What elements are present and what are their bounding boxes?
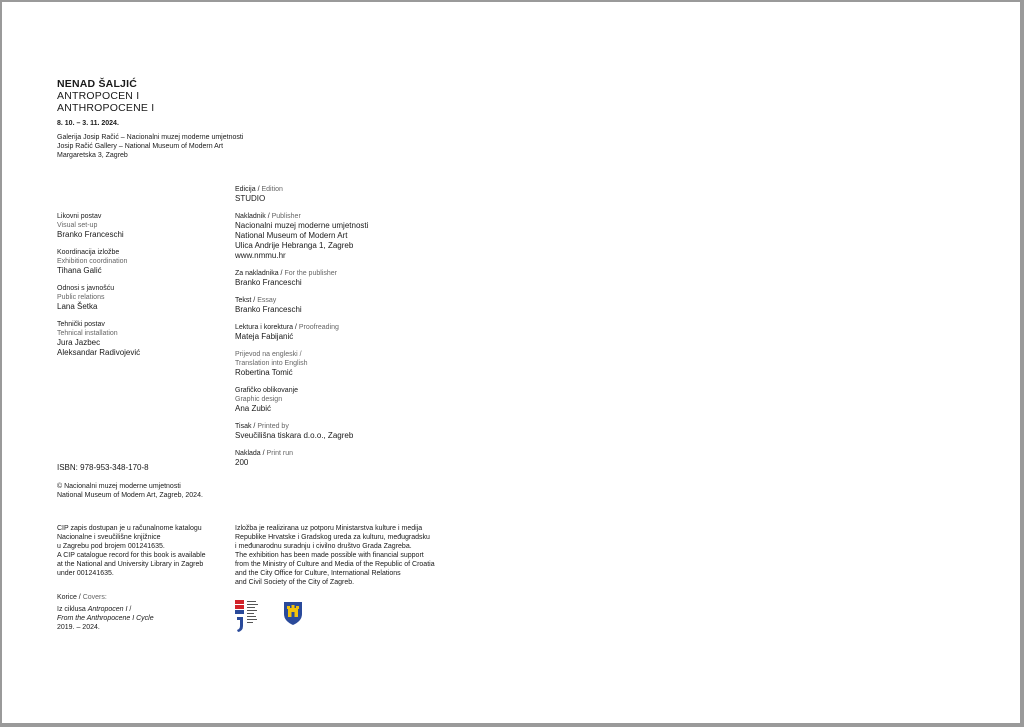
credit-value: Mateja Fabijanić bbox=[235, 332, 294, 341]
label-hr: Edicija bbox=[235, 186, 256, 193]
credit-value: 200 bbox=[235, 458, 249, 467]
covers-credit: Korice / Covers: Iz ciklusa Antropocen I / From the Anthropocene I Cycle 2019. – 2024. bbox=[57, 594, 154, 631]
credit-value: National Museum of Modern Art bbox=[235, 231, 348, 240]
credit-proofreading: Lektura i korektura / Proofreading Mateja Fabijanić bbox=[235, 323, 368, 342]
covers-title-en: From the Anthropocene I Cycle bbox=[57, 615, 154, 622]
copyright-line: National Museum of Modern Art, Zagreb, 2024. bbox=[57, 492, 203, 499]
zagreb-coat-of-arms bbox=[283, 601, 303, 632]
credit-value: Nacionalni muzej moderne umjetnosti bbox=[235, 221, 369, 230]
cip-record bbox=[57, 524, 206, 578]
support-line: and Civil Society of the City of Zagreb. bbox=[235, 579, 355, 586]
document-page bbox=[2, 2, 1020, 723]
label-hr: Grafičko oblikovanje bbox=[235, 387, 299, 394]
credit-value: Ulica Andrije Hebranga 1, Zagreb bbox=[235, 241, 354, 250]
label-hr: Za nakladnika bbox=[235, 270, 279, 277]
label-en: Covers: bbox=[82, 594, 107, 601]
isbn: ISBN: 978-953-348-170-8 bbox=[57, 463, 149, 472]
support-line: Izložba je realizirana uz potporu Ministarstva kulture i medija bbox=[235, 525, 423, 532]
support-line: from the Ministry of Culture and Media of the Republic of Croatia bbox=[235, 561, 435, 568]
credit-label-hr: Koordinacija izložbe bbox=[57, 249, 120, 256]
credit-print-run: Naklada / Print run 200 bbox=[235, 449, 368, 468]
copyright-line: © Nacionalni muzej moderne umjetnosti bbox=[57, 483, 181, 490]
credit-public-relations bbox=[57, 284, 140, 312]
croatian-ministry-logo bbox=[235, 600, 265, 639]
label-hr: Prijevod na engleski / bbox=[235, 351, 302, 358]
credit-graphic-design bbox=[235, 386, 368, 414]
cip-line: under 001241635. bbox=[57, 570, 114, 577]
support-line: i međunarodnu suradnju i civilno društvo Grada Zagreba. bbox=[235, 543, 412, 550]
venue-en: Josip Račić Gallery – National Museum of Modern Art bbox=[57, 143, 224, 150]
right-credits bbox=[235, 185, 368, 468]
credit-value: STUDIO bbox=[235, 194, 266, 203]
label-hr: Tisak bbox=[235, 423, 252, 430]
credit-name: Branko Franceschi bbox=[57, 230, 124, 239]
credit-label-en: Exhibition coordination bbox=[57, 258, 128, 265]
label-en: For the publisher bbox=[284, 270, 337, 277]
cip-line: Nacionalne i sveučilišne knjižnice bbox=[57, 534, 161, 541]
label-en: Publisher bbox=[271, 213, 301, 220]
credit-printed-by: Tisak / Printed by Sveučilišna tiskara d.o.o., Zagreb bbox=[235, 422, 368, 441]
covers-prefix: Iz ciklusa bbox=[57, 606, 86, 613]
artist-name: NENAD ŠALJIĆ bbox=[57, 78, 137, 90]
venue-hr: Galerija Josip Račić – Nacionalni muzej moderne umjetnosti bbox=[57, 134, 244, 141]
support-line: and the City Office for Culture, International Relations bbox=[235, 570, 401, 577]
exhibition-dates: 8. 10. – 3. 11. 2024. bbox=[57, 120, 119, 127]
credit-value: Branko Franceschi bbox=[235, 278, 302, 287]
cip-line: u Zagrebu pod brojem 001241635. bbox=[57, 543, 165, 550]
credit-label-hr: Odnosi s javnošću bbox=[57, 285, 115, 292]
left-credits bbox=[57, 212, 140, 358]
covers-slash: / bbox=[127, 606, 132, 613]
credit-technical-installation bbox=[57, 320, 140, 358]
credit-value: Sveučilišna tiskara d.o.o., Zagreb bbox=[235, 431, 354, 440]
cip-line: at the National and University Library in Zagreb bbox=[57, 561, 204, 568]
label-hr: Korice bbox=[57, 594, 77, 601]
credit-name: Aleksandar Radivojević bbox=[57, 348, 141, 357]
credit-visual-setup bbox=[57, 212, 140, 240]
label-hr: Nakladnik bbox=[235, 213, 266, 220]
credit-name: Jura Jazbec bbox=[57, 338, 101, 347]
covers-title-hr: Antropocen I bbox=[87, 606, 128, 613]
support-line: Republike Hrvatske i Gradskog ureda za kulturu, međugradsku bbox=[235, 534, 430, 541]
label-en: Edition bbox=[261, 186, 283, 193]
credit-for-publisher: Za nakladnika / For the publisher Branko Franceschi bbox=[235, 269, 368, 288]
credit-essay: Tekst / Essay Branko Franceschi bbox=[235, 296, 368, 315]
label-hr: Lektura i korektura bbox=[235, 324, 293, 331]
venue-address: Margaretska 3, Zagreb bbox=[57, 152, 128, 159]
cip-line: A CIP catalogue record for this book is available bbox=[57, 552, 206, 559]
website-link[interactable]: www.nmmu.hr bbox=[235, 251, 286, 260]
credit-label-hr: Likovni postav bbox=[57, 213, 102, 220]
credit-name: Lana Šetka bbox=[57, 302, 98, 311]
support-statement bbox=[235, 524, 435, 587]
exhibition-header bbox=[57, 78, 243, 160]
copyright bbox=[57, 482, 203, 500]
credit-label-hr: Tehnički postav bbox=[57, 321, 105, 328]
credit-name: Tihana Galić bbox=[57, 266, 102, 275]
label-en: Printed by bbox=[257, 423, 289, 430]
credit-label-en: Visual set-up bbox=[57, 222, 98, 229]
label-en: Graphic design bbox=[235, 396, 283, 403]
credit-label-en: Tehnical installation bbox=[57, 330, 118, 337]
credit-value: Robertina Tomić bbox=[235, 368, 293, 377]
credit-value: Ana Zubić bbox=[235, 404, 272, 413]
label-en: Translation into English bbox=[235, 360, 308, 367]
credit-translation bbox=[235, 350, 368, 378]
cip-line: CIP zapis dostupan je u računalnome katalogu bbox=[57, 525, 202, 532]
label-hr: Naklada bbox=[235, 450, 261, 457]
credit-publisher: Nakladnik / Publisher Nacionalni muzej moderne umjetnosti National Museum of Modern Art Ulica Andrije Hebranga 1, Zagreb www.nmmu.hr bbox=[235, 213, 369, 260]
credit-edition: Edicija / Edition STUDIO bbox=[235, 185, 368, 204]
label-en: Proofreading bbox=[298, 324, 339, 331]
label-en: Essay bbox=[257, 297, 277, 304]
title-hr: ANTROPOCEN I bbox=[57, 90, 140, 102]
title-en: ANTHROPOCENE I bbox=[57, 102, 155, 114]
credit-label-en: Public relations bbox=[57, 294, 105, 301]
covers-years: 2019. – 2024. bbox=[57, 624, 100, 631]
credit-value: Branko Franceschi bbox=[235, 305, 302, 314]
support-line: The exhibition has been made possible with financial support bbox=[235, 552, 424, 559]
credit-exhibition-coordination bbox=[57, 248, 140, 276]
label-en: Print run bbox=[266, 450, 293, 457]
label-hr: Tekst bbox=[235, 297, 252, 304]
